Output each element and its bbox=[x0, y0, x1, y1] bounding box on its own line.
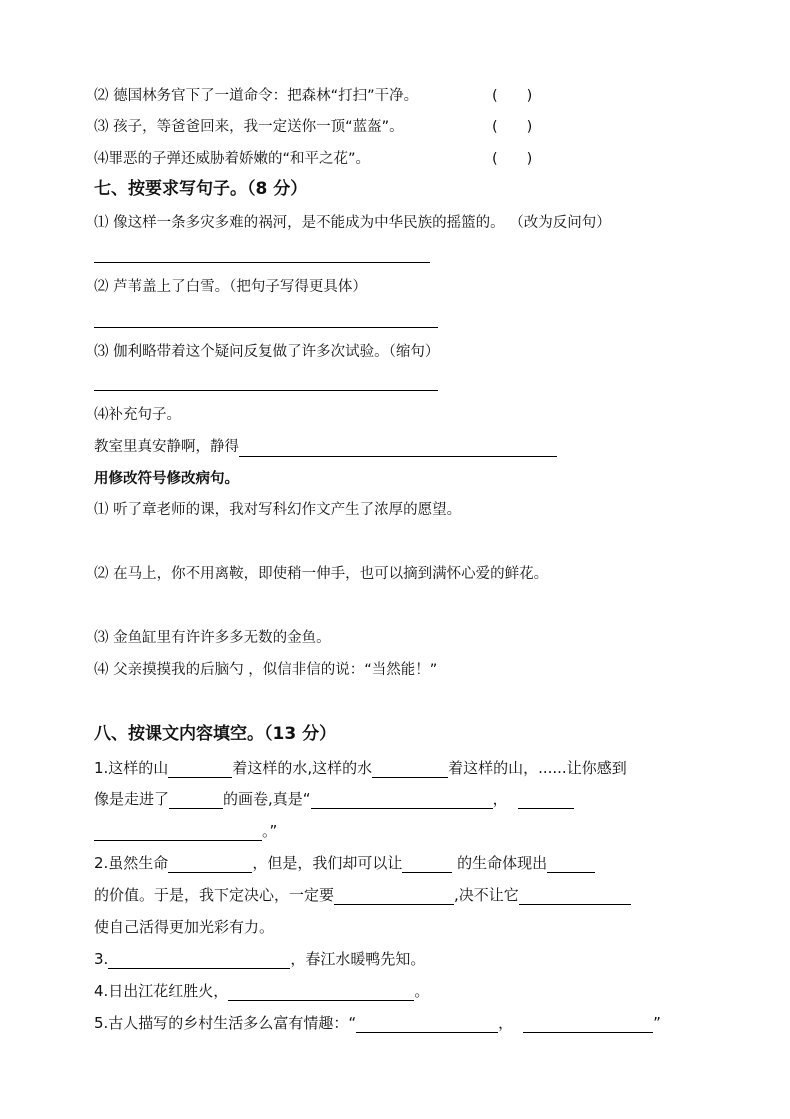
fill-line-3 bbox=[94, 821, 277, 841]
text: ， bbox=[492, 790, 508, 808]
fill-blank[interactable] bbox=[168, 761, 232, 778]
text: 像是走进了 bbox=[94, 790, 170, 808]
sick-sentence-1: ⑴ 听了章老师的课，我对写科幻作文产生了浓厚的愿望。 bbox=[94, 502, 462, 518]
fill-blank[interactable] bbox=[519, 888, 631, 905]
fill-blank[interactable] bbox=[402, 856, 452, 873]
fill-blank[interactable] bbox=[228, 984, 414, 1001]
fill-blank[interactable] bbox=[169, 792, 223, 809]
prompt-text: 教室里真安静啊，静得 bbox=[94, 439, 239, 455]
fill-blank[interactable] bbox=[372, 761, 448, 778]
text: 的生命体现出 bbox=[452, 854, 548, 872]
sick-sentence-3: ⑶ 金鱼缸里有许许多多无数的金鱼。 bbox=[94, 630, 331, 646]
section-8-title: 八、按课文内容填空。（13 分） bbox=[94, 724, 337, 744]
text: 5.古人描写的乡村生活多么富有情趣：“ bbox=[94, 1014, 357, 1032]
s7-item-2: ⑵ 芦苇盖上了白雪。（把句子写得更具体） bbox=[94, 279, 367, 295]
sick-sentence-4: ⑷ 父亲摸摸我的后脑勺 ，似信非信的说：“当然能！” bbox=[94, 662, 438, 678]
fill-blank[interactable] bbox=[239, 440, 557, 457]
fill-line-4 bbox=[94, 853, 595, 873]
fill-line-5 bbox=[94, 885, 631, 905]
s6-item-3: ⑶ 孩子，等爸爸回来，我一定送你一顶“蓝盔”。 bbox=[94, 119, 404, 135]
fill-line-1 bbox=[94, 758, 627, 778]
answer-paren-4[interactable]: ( ) bbox=[492, 151, 533, 167]
text: 。” bbox=[262, 822, 278, 840]
text: 着这样的山，......让你感到 bbox=[448, 759, 627, 777]
text: ， bbox=[498, 1014, 514, 1032]
text: 。 bbox=[414, 982, 430, 1000]
fill-blank[interactable] bbox=[94, 824, 262, 841]
text: ” bbox=[653, 1014, 661, 1032]
text: 1.这样的山 bbox=[94, 759, 169, 777]
answer-line[interactable] bbox=[94, 390, 438, 391]
s7-item-4: ⑷补充句子。 bbox=[94, 407, 181, 423]
fill-blank[interactable] bbox=[523, 1016, 653, 1033]
answer-line[interactable] bbox=[94, 327, 438, 328]
fill-blank[interactable] bbox=[108, 952, 290, 969]
text: 2.虽然生命 bbox=[94, 854, 169, 872]
sick-sentence-2: ⑵ 在马上，你不用离鞍，即使稍一伸手，也可以摘到满怀心爱的鲜花。 bbox=[94, 566, 549, 582]
fill-line-7 bbox=[94, 949, 425, 969]
text: 4.日出江花红胜火， bbox=[94, 982, 229, 1000]
text: 3. bbox=[94, 950, 109, 968]
s7-item-3: ⑶ 伽利略带着这个疑问反复做了许多次试验。（缩句） bbox=[94, 344, 440, 360]
fill-blank[interactable] bbox=[356, 1016, 498, 1033]
fill-blank[interactable] bbox=[334, 888, 454, 905]
s7-item-4-prompt bbox=[94, 437, 557, 457]
fill-blank[interactable] bbox=[547, 856, 595, 873]
text: 的价值。于是，我下定决心，一定要 bbox=[94, 886, 335, 904]
text: ，春江水暖鸭先知。 bbox=[290, 950, 426, 968]
section-7-title: 七、按要求写句子。（8 分） bbox=[94, 179, 308, 199]
fill-line-9 bbox=[94, 1013, 661, 1033]
answer-paren-2[interactable]: ( ) bbox=[492, 88, 533, 104]
fill-line-8 bbox=[94, 981, 429, 1001]
fill-line-2 bbox=[94, 789, 574, 809]
text: 着这样的水,这样的水 bbox=[232, 759, 373, 777]
s6-item-4: ⑷罪恶的子弹还威胁着娇嫩的“和平之花”。 bbox=[94, 151, 371, 167]
s6-item-2: ⑵ 德国林务官下了一道命令：把森林“打扫”干净。 bbox=[94, 88, 419, 104]
sick-sentence-title: 用修改符号修改病句。 bbox=[94, 471, 239, 487]
answer-line[interactable] bbox=[94, 262, 430, 263]
fill-blank[interactable] bbox=[311, 792, 493, 809]
fill-blank[interactable] bbox=[518, 792, 574, 809]
fill-line-6: 使自己活得更加光彩有力。 bbox=[94, 918, 275, 936]
answer-paren-3[interactable]: ( ) bbox=[492, 119, 533, 135]
s7-item-1: ⑴ 像这样一条多灾多难的祸河，是不能成为中华民族的摇篮的。 （改为反问句） bbox=[94, 215, 611, 231]
text: ,决不让它 bbox=[454, 886, 519, 904]
text: ，但是，我们却可以让 bbox=[252, 854, 403, 872]
text: 的画卷,真是“ bbox=[223, 790, 311, 808]
fill-blank[interactable] bbox=[168, 856, 252, 873]
